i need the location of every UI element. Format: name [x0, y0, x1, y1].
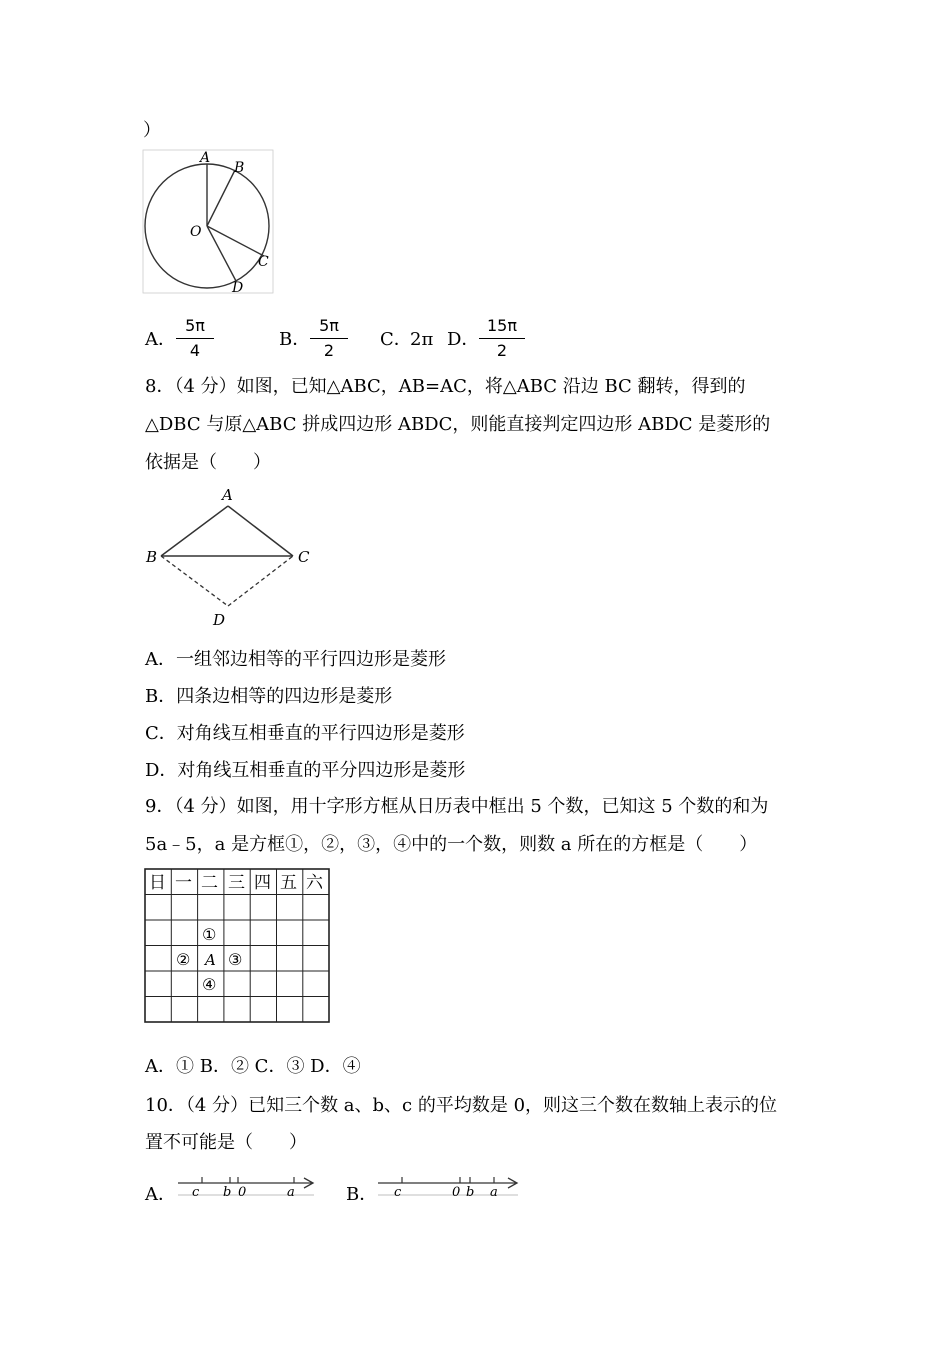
q9-calendar-figure	[143, 867, 333, 1025]
calendar-header-sat: 六	[306, 873, 323, 893]
axis-a-label-b: b	[223, 1185, 232, 1200]
axis-a-label-zero: 0	[238, 1185, 247, 1200]
calendar-header-tue: 二	[201, 873, 218, 893]
q9-options: A．① B．② C．③ D．④	[145, 1056, 361, 1077]
q10-option-b-label: B．	[346, 1184, 378, 1205]
q7-option-b-denominator: 2	[323, 341, 335, 360]
q9-line-1: 9．（4 分）如图，用十字形方框从日历表中框出 5 个数，已知这 5 个数的和为	[145, 796, 769, 817]
q7-label-c: C	[258, 254, 269, 270]
q10-number-line-b	[376, 1170, 522, 1200]
axis-a-label-a: a	[287, 1185, 295, 1200]
q7-option-a-denominator: 4	[189, 341, 201, 360]
calendar-header-thu: 四	[254, 873, 271, 893]
axis-a-label-c: c	[192, 1185, 200, 1200]
q8-label-b: B	[146, 548, 158, 566]
q10-number-line-a	[176, 1170, 318, 1200]
q8-option-a: A．一组邻边相等的平行四边形是菱形	[145, 649, 446, 670]
q7-label-b: B	[234, 160, 245, 176]
calendar-header-fri: 五	[280, 873, 297, 893]
axis-b-label-c: c	[394, 1185, 402, 1200]
q8-line-3: 依据是（ ）	[145, 452, 271, 473]
q7-label-a: A	[200, 150, 211, 166]
calendar-mark-4: ④	[202, 975, 217, 994]
q8-option-d: D．对角线互相垂直的平分四边形是菱形	[145, 760, 466, 781]
calendar-header-wed: 三	[228, 873, 245, 893]
q8-option-c: C．对角线互相垂直的平行四边形是菱形	[145, 723, 465, 744]
calendar-mark-1: ①	[202, 925, 217, 944]
q7-option-b-numerator: 5π	[319, 316, 339, 335]
q10-line-2: 置不可能是（ ）	[145, 1132, 307, 1153]
q10-line-1: 10．（4 分）已知三个数 a、b、c 的平均数是 0，则这三个数在数轴上表示的位	[145, 1095, 778, 1116]
calendar-mark-3: ③	[228, 950, 243, 969]
top-paren: ）	[143, 120, 161, 141]
calendar-header-sun: 日	[149, 873, 166, 893]
q7-option-a-numerator: 5π	[185, 316, 205, 335]
q8-label-a: A	[222, 486, 233, 504]
calendar-header-mon: 一	[175, 873, 192, 893]
q7-option-d-fraction	[479, 316, 525, 361]
q8-label-c: C	[298, 548, 310, 566]
q8-option-b: B．四条边相等的四边形是菱形	[145, 686, 393, 707]
q7-option-d-label: D．	[447, 329, 480, 350]
q7-circle-figure	[140, 148, 280, 296]
q8-line-2: △DBC 与原△ABC 拼成四边形 ABDC，则能直接判定四边形 ABDC 是菱形的	[145, 414, 771, 435]
q8-label-d: D	[213, 611, 226, 629]
q8-line-1: 8．（4 分）如图，已知△ABC，AB=AC，将△ABC 沿边 BC 翻转，得到的	[145, 376, 746, 397]
q7-option-b-label: B．	[279, 329, 311, 350]
q7-option-d-denominator: 2	[496, 341, 508, 360]
calendar-mark-2: ②	[176, 950, 191, 969]
q7-option-b-fraction	[310, 316, 348, 361]
q7-label-d: D	[232, 280, 244, 296]
axis-b-label-zero: 0	[452, 1185, 461, 1200]
q7-option-c-label: C．	[380, 329, 412, 350]
q7-label-o: O	[190, 224, 202, 240]
axis-b-label-b: b	[466, 1185, 475, 1200]
q7-option-a-label: A．	[145, 329, 176, 350]
q7-option-c-text: 2π	[410, 329, 434, 350]
q7-option-a-fraction	[176, 316, 214, 361]
q7-option-d-numerator: 15π	[487, 316, 517, 335]
q10-option-a-label: A．	[145, 1184, 176, 1205]
axis-b-label-a: a	[490, 1185, 498, 1200]
calendar-mark-a: A	[205, 951, 216, 969]
q9-line-2: 5a﹣5，a 是方框①，②，③，④中的一个数，则数 a 所在的方框是（ ）	[145, 834, 758, 855]
q8-rhombus-figure	[140, 482, 330, 632]
